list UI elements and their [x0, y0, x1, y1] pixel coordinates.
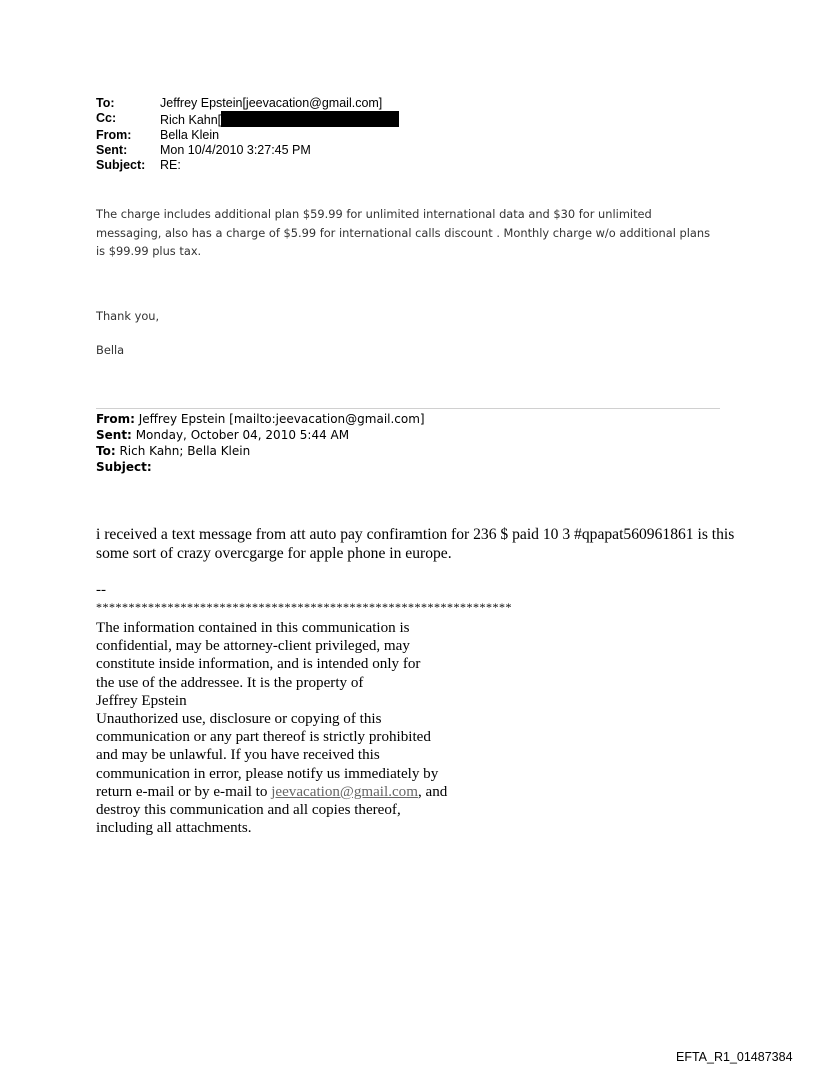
disclaimer-line: and may be unlawful. If you have received this [96, 747, 380, 764]
cc-text: Rich Kahn[ [160, 113, 222, 127]
signature-dashes: -- [96, 582, 106, 598]
disclaimer-line: destroy this communication and all copies thereof, [96, 802, 401, 819]
disclaimer-link-line [96, 783, 516, 801]
original-sent-value: Monday, October 04, 2010 5:44 AM [135, 428, 350, 442]
reply-signature: Bella [96, 343, 125, 357]
cc-row [96, 111, 399, 128]
disclaimer-line: Jeffrey Epstein [96, 692, 187, 709]
original-from-row [96, 411, 425, 427]
sent-value: Mon 10/4/2010 3:27:45 PM [160, 143, 311, 157]
original-subject-row [96, 459, 425, 475]
email-header [96, 96, 399, 173]
disclaimer-line: Unauthorized use, disclosure or copying of this [96, 711, 382, 728]
to-row [96, 96, 399, 111]
sent-label: Sent: [96, 143, 128, 157]
disclaimer-line: the use of the addressee. It is the property of [96, 674, 364, 691]
subject-row [96, 158, 399, 173]
separator-stars: **************************************************************** [96, 600, 512, 614]
original-message: i received a text message from att auto pay confiramtion for 236 $ paid 10 3 #qpapat560961861 is this some sort of crazy overcgarge for apple phone in europe. [96, 526, 735, 562]
document-id: EFTA_R1_01487384 [676, 1050, 793, 1064]
disclaimer-line: communication in error, please notify us immediately by [96, 765, 439, 782]
original-subject-label: Subject: [96, 460, 152, 474]
email-link[interactable]: jeevacation@gmail.com [271, 783, 418, 800]
original-from-label: From: [96, 412, 135, 426]
disclaimer-line: The information contained in this communication is [96, 620, 410, 636]
disclaimer-line: constitute inside information, and is intended only for [96, 656, 421, 673]
disclaimer-line: including all attachments. [96, 820, 252, 837]
original-sent-label: Sent: [96, 428, 132, 442]
to-value: Jeffrey Epstein[jeevacation@gmail.com] [160, 96, 383, 110]
original-to-row [96, 443, 425, 459]
disclaimer-line: communication or any part thereof is strictly prohibited [96, 729, 431, 746]
cc-label: Cc: [96, 111, 117, 125]
disclaimer [96, 619, 516, 837]
original-to-label: To: [96, 444, 116, 458]
original-from-value: Jeffrey Epstein [mailto:jeevacation@gmail.com] [138, 412, 425, 426]
disclaimer-text: , and [417, 783, 448, 800]
disclaimer-line: confidential, may be attorney-client privileged, may [96, 638, 410, 655]
disclaimer-text: return e-mail or by e-mail to [96, 783, 272, 800]
from-row [96, 128, 399, 143]
from-value: Bella Klein [160, 128, 220, 142]
reply-body: The charge includes additional plan $59.99 for unlimited international data and $30 for unlimited messaging, also has a charge of $5.99 for international calls discount . Monthly charge w/o additional plans is $99.99 plus tax. [96, 207, 711, 258]
original-sent-row [96, 427, 425, 443]
redaction-box [221, 111, 399, 127]
original-to-value: Rich Kahn; Bella Klein [119, 444, 251, 458]
reply-closing: Thank you, [96, 309, 160, 323]
subject-label: Subject: [96, 158, 146, 172]
message-divider [96, 408, 720, 409]
cc-value [160, 111, 399, 128]
from-label: From: [96, 128, 132, 142]
subject-value: RE: [160, 158, 181, 172]
to-label: To: [96, 96, 115, 110]
original-header [96, 411, 425, 475]
sent-row [96, 143, 399, 158]
